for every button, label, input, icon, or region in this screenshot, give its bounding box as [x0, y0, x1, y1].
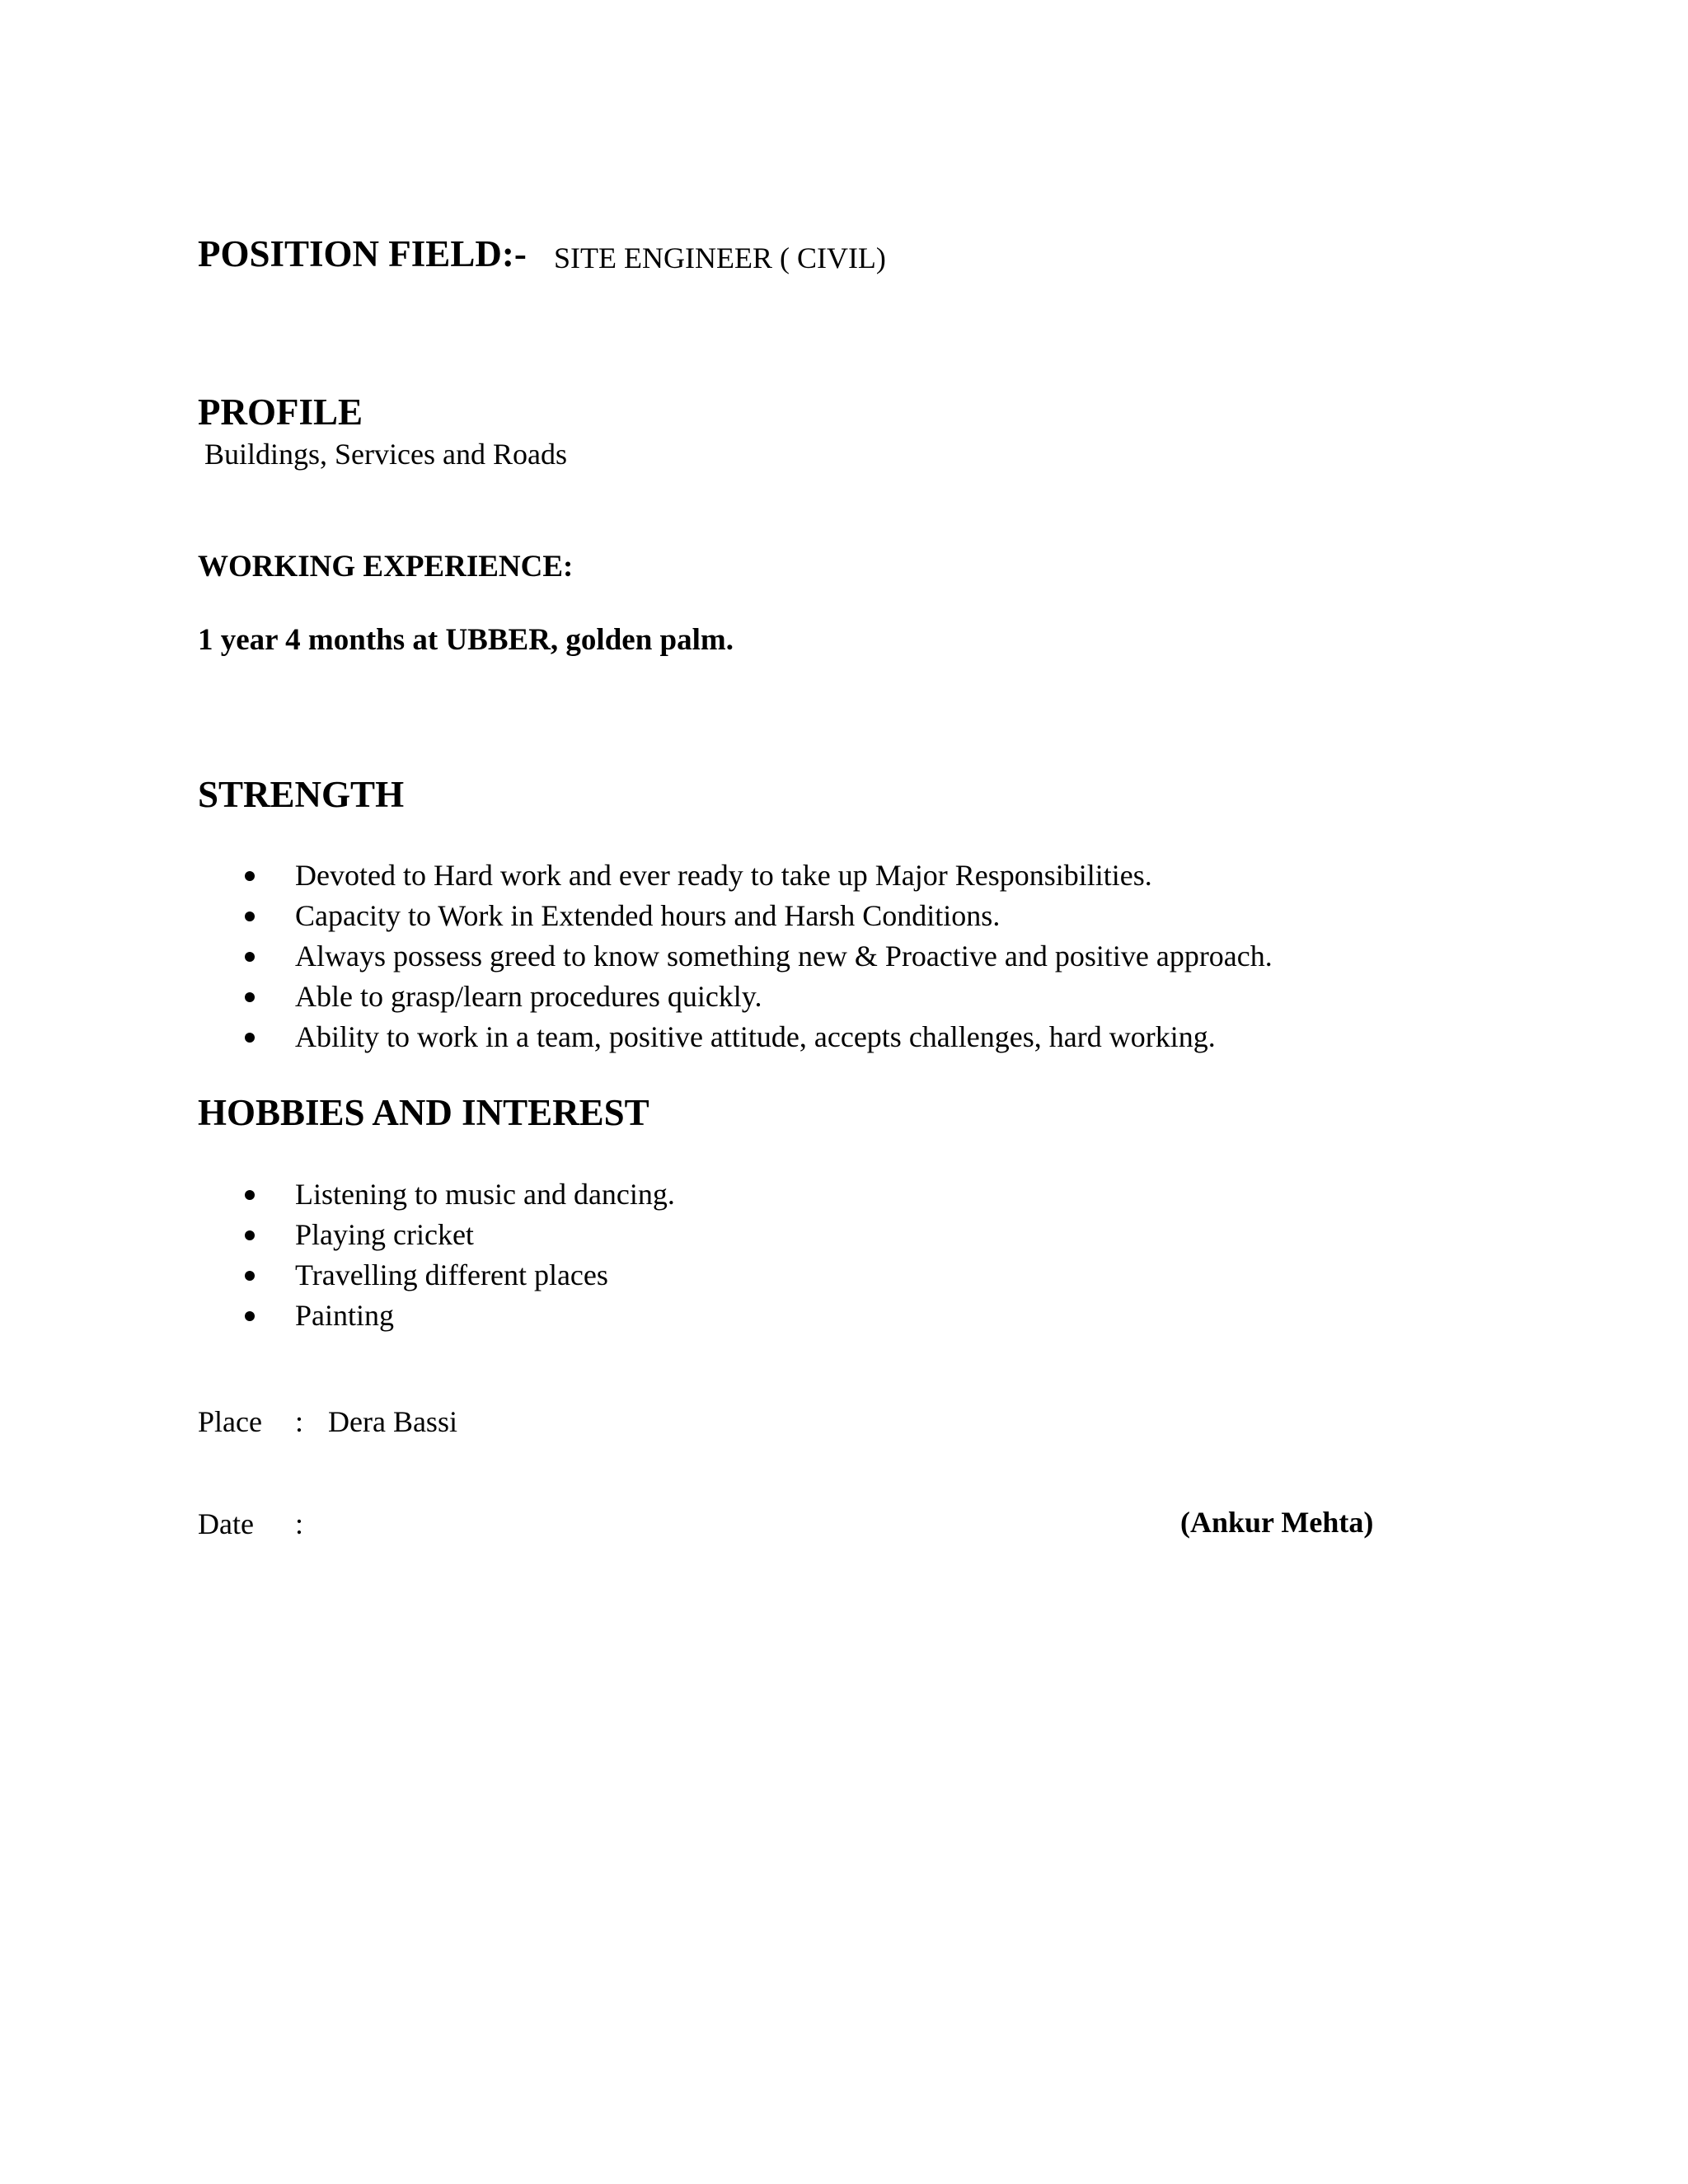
- hobbies-list: [0, 1174, 675, 1336]
- bullet-icon: [245, 1271, 255, 1281]
- working-experience-heading: WORKING EXPERIENCE:: [198, 550, 574, 583]
- profile-heading: PROFILE: [198, 391, 363, 433]
- list-item-text: Devoted to Hard work and ever ready to take up Major Responsibilities.: [295, 859, 1152, 892]
- list-item-text: Painting: [295, 1299, 395, 1332]
- list-item-text: Listening to music and dancing.: [295, 1178, 675, 1211]
- profile-text: Buildings, Services and Roads: [204, 438, 567, 471]
- bullet-icon: [245, 1311, 255, 1321]
- list-item: [0, 1296, 675, 1336]
- list-item-text: Capacity to Work in Extended hours and Harsh Conditions.: [295, 899, 1001, 932]
- place-label: Place: [198, 1405, 262, 1438]
- bullet-icon: [245, 1190, 255, 1200]
- strength-list: [0, 855, 1273, 1057]
- list-item: [0, 977, 1273, 1017]
- bullet-icon: [245, 952, 255, 962]
- bullet-icon: [245, 1033, 255, 1043]
- list-item: [0, 1017, 1273, 1057]
- bullet-icon: [245, 871, 255, 881]
- list-item-text: Playing cricket: [295, 1218, 474, 1251]
- strength-heading: STRENGTH: [198, 774, 405, 815]
- list-item: [0, 1215, 675, 1255]
- bullet-icon: [245, 992, 255, 1002]
- list-item: [0, 1255, 675, 1296]
- hobbies-heading: HOBBIES AND INTEREST: [198, 1092, 649, 1133]
- signature-name: (Ankur Mehta): [1180, 1506, 1374, 1539]
- list-item-text: Able to grasp/learn procedures quickly.: [295, 980, 762, 1013]
- date-colon: :: [295, 1507, 304, 1540]
- list-item: [0, 855, 1273, 896]
- position-field-heading: POSITION FIELD:-: [198, 233, 527, 274]
- list-item: [0, 896, 1273, 936]
- list-item: [0, 1174, 675, 1215]
- working-experience-text: 1 year 4 months at UBBER, golden palm.: [198, 623, 734, 657]
- list-item: [0, 936, 1273, 977]
- bullet-icon: [245, 1230, 255, 1240]
- place-colon: :: [295, 1405, 304, 1438]
- list-item-text: Ability to work in a team, positive attitude, accepts challenges, hard working.: [295, 1020, 1216, 1053]
- date-label: Date: [198, 1507, 254, 1540]
- list-item-text: Travelling different places: [295, 1258, 608, 1291]
- place-value: Dera Bassi: [328, 1405, 457, 1438]
- list-item-text: Always possess greed to know something new & Proactive and positive approach.: [295, 940, 1273, 972]
- position-field-value: SITE ENGINEER ( CIVIL): [554, 241, 886, 274]
- bullet-icon: [245, 912, 255, 921]
